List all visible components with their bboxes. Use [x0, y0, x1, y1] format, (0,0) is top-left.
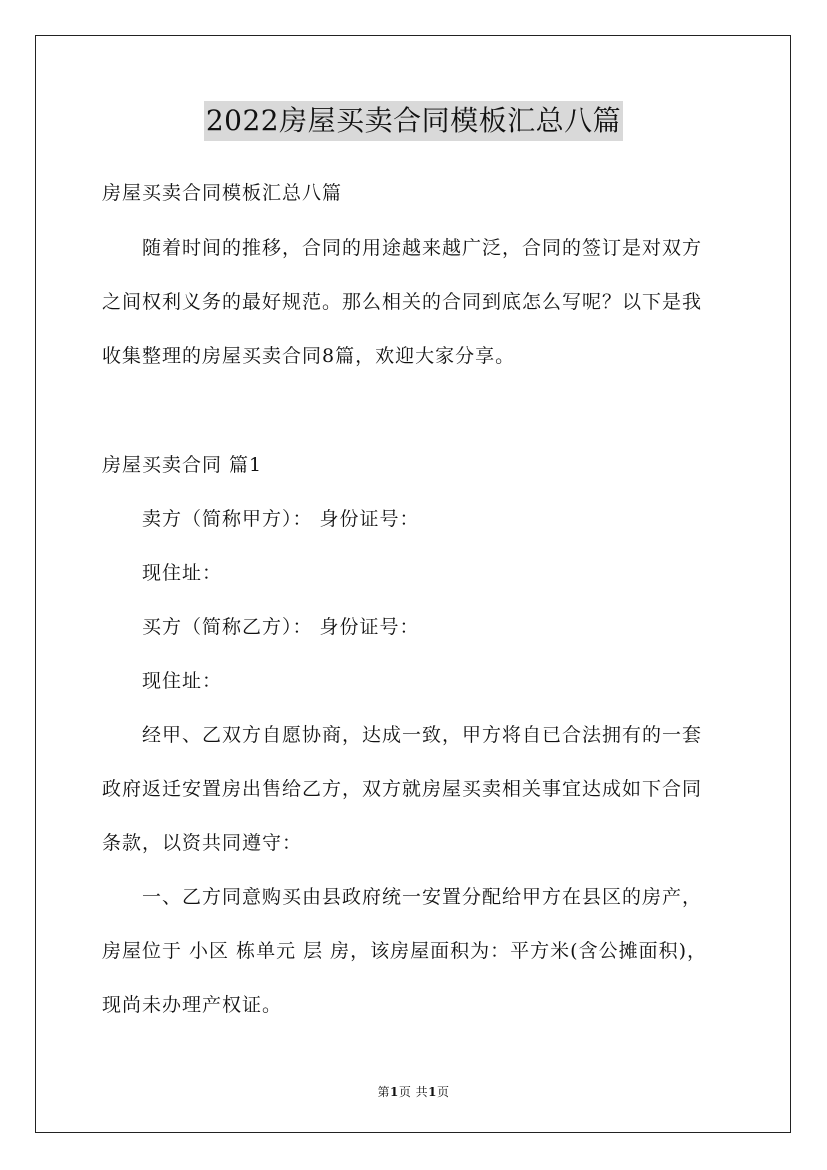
- seller-line: 卖方（简称甲方）： 身份证号：: [142, 508, 420, 530]
- paragraph-line: 条款，以资共同遵守：: [102, 832, 303, 854]
- page-footer: [0, 1083, 827, 1100]
- clause-line: 房屋位于 小区 栋单元 层 房，该房屋面积为：平方米(含公摊面积)，: [102, 940, 707, 962]
- buyer-line: 买方（简称乙方）： 身份证号：: [142, 616, 420, 638]
- clause-line: 一、乙方同意购买由县政府统一安置分配给甲方在县区的房产，: [142, 886, 703, 908]
- buyer-address-line: 现住址：: [142, 670, 223, 692]
- paragraph-line: 收集整理的房屋买卖合同8篇，欢迎大家分享。: [102, 345, 516, 367]
- subtitle-line: 房屋买卖合同模板汇总八篇: [102, 182, 343, 204]
- paragraph-line: 政府返迁安置房出售给乙方，双方就房屋买卖相关事宜达成如下合同: [102, 778, 703, 800]
- footer-middle: 页 共: [398, 1085, 429, 1099]
- paragraph-line: 经甲、乙双方自愿协商，达成一致，甲方将自已合法拥有的一套: [142, 724, 703, 746]
- section-heading: 房屋买卖合同 篇1: [102, 454, 263, 476]
- seller-address-line: 现住址：: [142, 562, 223, 584]
- paragraph-line: 随着时间的推移，合同的用途越来越广泛，合同的签订是对双方: [142, 237, 703, 259]
- footer-total-pages: 1: [428, 1085, 438, 1099]
- paragraph-line: 之间权利义务的最好规范。那么相关的合同到底怎么写呢？以下是我: [102, 291, 703, 313]
- document-title: 2022房屋买卖合同模板汇总八篇: [204, 101, 623, 141]
- footer-page-number: 1: [389, 1085, 399, 1099]
- clause-line: 现尚未办理产权证。: [102, 994, 283, 1016]
- title-container: [0, 101, 827, 141]
- footer-prefix: 第: [377, 1085, 390, 1099]
- footer-suffix: 页: [437, 1085, 450, 1099]
